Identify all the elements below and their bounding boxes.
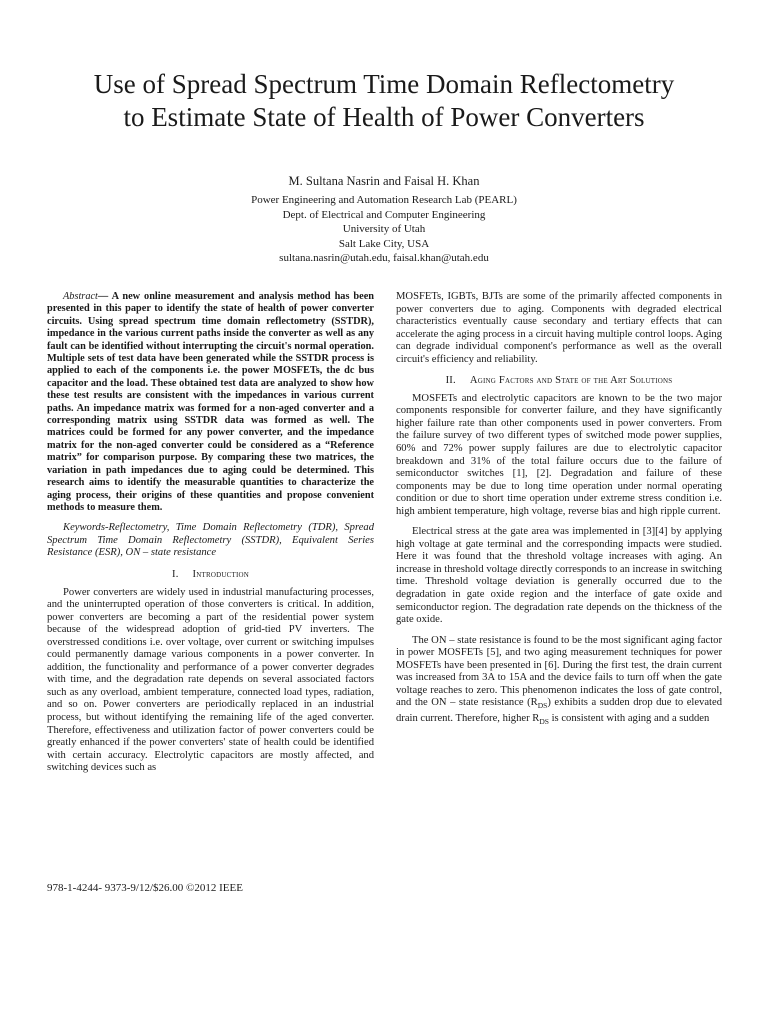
aging-paragraph-1: MOSFETs and electrolytic capacitors are known to be the two major components responsible for converter failure, and they have significantly higher failure rate than other components used in power converters. From the failure survey of two different types of switched mode power supplies, 60% and 72% power supply failures are due to electrolytic capacitor breakdown and 31% of the total failure occurs due to the failure of semiconductor switches [1], [2]. Degradation and failure of these components may be due to long time operation under normal operating condition or due to short time operation under extreme stress condition i.e. high ambient temperature, high voltage, reverse bias and high ripple current.	[396, 392, 722, 517]
section-number: II.	[445, 375, 456, 387]
continuation-paragraph: MOSFETs, IGBTs, BJTs are some of the primarily affected components in power converters due to aging. Components with degraded electrical characteristics eventually cause secondary and tertiary effects that can accelerate the aging process in a circuit having multiple control loops. Aging can degrade individual component's performance as well as the overall circuit's efficiency and reliability.	[396, 291, 722, 365]
section-heading-introduction	[47, 569, 374, 582]
aging-paragraph-3	[396, 635, 722, 729]
title-line-1: Use of Spread Spectrum Time Domain Reflectometry	[93, 69, 675, 99]
affiliation-emails: sultana.nasrin@utah.edu, faisal.khan@utah.edu	[279, 252, 489, 264]
para3-part-a: The ON – state resistance is found to be the most significant aging factor in power MOSFETs [5], and two aging measurement techniques for power MOSFETs have been presented in [6]. During the first test, the drain current was increased from 3A to 15A and the device fails to turn off when the gate voltage reaches to zero. This phenomenon indicates the loss of gate control, and the ON – state resistance (R	[396, 634, 722, 709]
abstract-label: Abstract	[63, 291, 98, 302]
abstract-text: A new online measurement and analysis method has been presented in this paper to identify the state of health of power converter circuits. Using spread spectrum time domain reflectometry (SSTDR), impedance in the various current paths inside the converter as well as any fault can be identified without interrupting the circuit's normal operation. Multiple sets of test data have been generated while the SSTDR process is applied to each of the components i.e. the power MOSFETs, the dc bus capacitor and the load. These obtained test data are analyzed to show how these test results are consistent with the impedances in various current paths. An impedance matrix was formed for a non-aged converter and a corresponding matrix using SSTDR data was formed as well. The matrices could be formed for any power converter, and the impedance matrix for the non-aged converter could be considered as a “Reference matrix” for comparison purpose. By comparing these two matrices, the variation in path impedances due to aging could be determined. This research aims to identify the measurable quantities to characterize the aging process, their origins of these quantities and propose convenient methods to measure them.	[47, 291, 374, 513]
affiliation-block	[40, 193, 728, 266]
para3-part-b: ) exhibits a sudden drop due to elevated drain current. Therefore, higher R	[396, 697, 722, 725]
section-heading-aging-factors	[396, 375, 722, 388]
aging-paragraph-2: Electrical stress at the gate area was implemented in [3][4] by applying high voltage at gate terminal and the corresponding impacts were studied. Here it was found that the threshold voltage increases with aging. An increase in threshold voltage directly corresponds to an increase in switching time. Threshold voltage deviation is generally occurred due to the degradation in gate oxide region and the interface of gate oxide and semiconductor region. The degradation rate depends on the thickness of the gate oxide.	[396, 526, 722, 626]
author-names: M. Sultana Nasrin and Faisal H. Khan	[288, 174, 480, 188]
introduction-paragraph: Power converters are widely used in industrial manufacturing processes, and the uninterrupted operation of those converters is critical. In addition, power converters are becoming a part of the residential power system because of the widespread adoption of grid-tied PV inverters. The overstressed conditions i.e. over voltage, over current or switching impulses could permanently damage various components in a power converter. In addition, the functionality and performance of a power converter degrades with time, and the degradation rate depends on several associated factors such as any overload, ambient temperature, connected load types, radiation, and so on. Power converters are periodically replaced in an industrial process, but without identifying the remaining life of the aged converter. Therefore, effectiveness and utilization factor of power converters could be greatly enhanced if the power converters' state of health could be identified with certain accuracy. Electrolytic capacitors are mostly affected, and switching devices such as	[47, 586, 374, 774]
left-column	[47, 291, 374, 775]
title-line-2: to Estimate State of Health of Power Converters	[123, 102, 645, 132]
right-column	[396, 291, 722, 729]
paper-title	[40, 68, 728, 134]
keywords: Keywords-Reflectometry, Time Domain Reflectometry (TDR), Spread Spectrum Time Domain Reflectometry (SSTDR), Equivalent Series Resistance (ESR), ON – state resistance	[47, 522, 374, 559]
para3-part-c: is consistent with aging and a sudden	[548, 713, 710, 725]
abstract-dash: —	[97, 291, 112, 302]
affiliation-dept: Dept. of Electrical and Computer Engineering	[282, 208, 486, 221]
section-number: I.	[171, 568, 179, 580]
affiliation-university: University of Utah	[342, 223, 426, 235]
abstract	[47, 291, 374, 514]
rds-subscript: DS	[539, 717, 549, 727]
affiliation-lab: Power Engineering and Automation Research Lab (PEARL)	[251, 194, 517, 206]
copyright-footer: 978-1-4244- 9373-9/12/$26.00 ©2012 IEEE	[47, 882, 243, 894]
section-title: Aging Factors and State of the Art Solutions	[469, 375, 673, 387]
rds-subscript: DS	[537, 701, 548, 711]
section-title: Introduction	[192, 568, 250, 580]
affiliation-city: Salt Lake City, USA	[338, 237, 430, 250]
